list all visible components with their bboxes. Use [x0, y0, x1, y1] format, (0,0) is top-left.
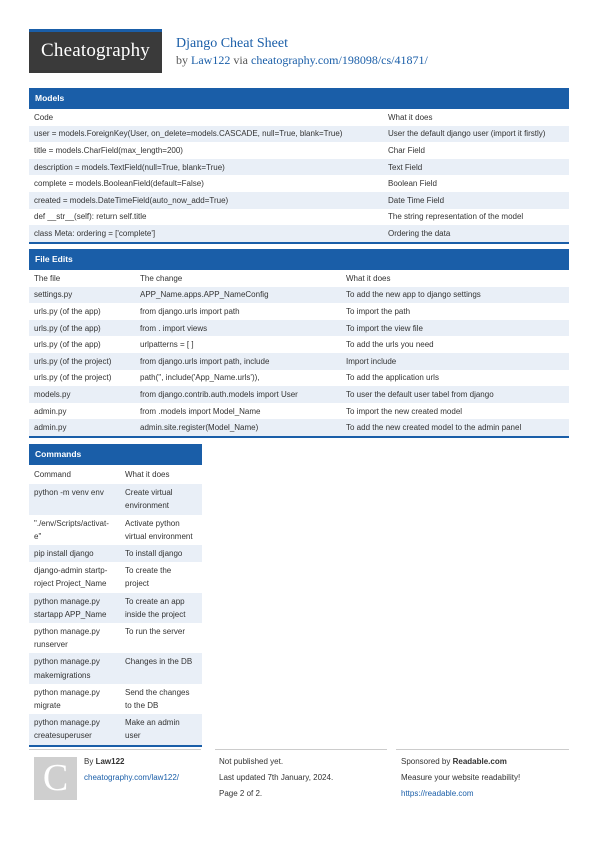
table-cell: Char Field	[388, 145, 425, 155]
table-row	[29, 386, 569, 403]
table-cell: models.py	[29, 386, 135, 403]
table-cell: python manage.py runserver	[34, 627, 100, 650]
column-header: What it does	[388, 112, 433, 122]
table-row	[29, 336, 569, 353]
commands-section-title: Commands	[29, 444, 202, 465]
table-cell: from django.contrib.auth.models import User	[135, 386, 341, 403]
table-row	[29, 403, 569, 420]
footer-divider	[215, 749, 387, 750]
column-header: The file	[34, 273, 61, 283]
table-cell: path('', include('App_Name.urls')),	[140, 373, 260, 383]
cheatsheet-url-link[interactable]: cheatography.com/198098/cs/41871/	[251, 53, 428, 67]
column-header: Command	[34, 470, 71, 479]
table-row	[29, 515, 202, 545]
sponsor-link[interactable]: https://readable.com	[401, 789, 474, 798]
table-row	[29, 159, 569, 176]
table-cell: To add the new app to django settings	[341, 287, 569, 304]
models-table	[29, 109, 569, 242]
file-edits-section-title: File Edits	[29, 249, 569, 270]
table-cell: To import the view file	[341, 320, 569, 337]
table-cell: Text Field	[383, 159, 569, 176]
table-row	[29, 419, 569, 436]
sponsor-tagline: Measure your website readability!	[401, 773, 521, 782]
table-cell: python manage.py migrate	[34, 687, 100, 711]
models-section	[29, 88, 569, 244]
table-cell: To add the urls you need	[346, 340, 434, 350]
table-cell: Changes in the DB	[120, 653, 202, 683]
table-cell: Create virtual environment	[120, 484, 202, 514]
commands-table	[29, 465, 202, 745]
table-row	[29, 562, 202, 592]
table-cell: "./env/Scripts/activat-e"	[34, 518, 109, 541]
by-label: by	[176, 53, 188, 67]
table-cell: complete = models.BooleanField(default=False)	[34, 179, 204, 189]
table-row	[29, 303, 569, 320]
section-divider	[29, 242, 569, 244]
table-cell: To install django	[120, 545, 202, 562]
table-cell: Date Time Field	[383, 192, 569, 209]
page-title[interactable]: Django Cheat Sheet	[176, 36, 288, 51]
table-row	[29, 623, 202, 653]
file-edits-header-row	[29, 270, 569, 287]
published-status: Not published yet.	[219, 757, 284, 766]
table-cell: admin.py	[29, 419, 135, 436]
table-cell: python manage.py startapp APP_Name	[29, 593, 120, 623]
table-cell: python manage.py createsuperuser	[29, 714, 120, 744]
models-header-row	[29, 109, 569, 126]
column-header: The change	[140, 273, 183, 283]
footer-sponsor-col	[401, 754, 520, 802]
table-cell: The string representation of the model	[388, 212, 524, 222]
models-section-title: Models	[29, 88, 569, 109]
table-row	[29, 714, 202, 744]
column-header: What it does	[346, 273, 391, 283]
table-cell: Make an admin user	[120, 714, 202, 744]
table-cell: To create the project	[125, 566, 172, 589]
table-cell: description = models.TextField(null=True, blank=True)	[29, 159, 383, 176]
table-row	[29, 370, 569, 387]
author-link[interactable]: Law122	[191, 53, 231, 67]
table-cell: To add the application urls	[346, 373, 439, 383]
table-cell: Send the changes to the DB	[125, 687, 190, 711]
file-edits-section	[29, 249, 569, 438]
author-avatar: C	[34, 757, 77, 800]
table-row	[29, 653, 202, 683]
table-cell: User the default django user (import it firstly)	[383, 126, 569, 143]
footer-divider	[396, 749, 569, 750]
table-row	[29, 320, 569, 337]
table-row	[29, 593, 202, 623]
cheatography-logo[interactable]: Cheatography	[29, 29, 162, 73]
table-cell: def __str__(self): return self.title	[34, 212, 147, 222]
table-cell: from django.urls import path, include	[135, 353, 341, 370]
table-cell: To run the server	[125, 627, 186, 637]
table-cell: created = models.DateTimeField(auto_now_add=True)	[29, 192, 383, 209]
commands-header-row	[29, 465, 202, 484]
section-divider	[29, 745, 202, 747]
table-cell: urls.py (of the app)	[34, 340, 101, 350]
last-updated: Last updated 7th January, 2024.	[219, 773, 334, 782]
table-cell: urlpatterns = [ ]	[140, 340, 194, 350]
table-cell: To import the new created model	[346, 406, 463, 416]
table-cell: pip install django	[29, 545, 120, 562]
via-label: via	[233, 53, 248, 67]
table-row	[29, 209, 569, 226]
section-divider	[29, 436, 569, 438]
table-cell: admin.py	[34, 406, 67, 416]
file-edits-table	[29, 270, 569, 436]
table-row	[29, 175, 569, 192]
footer-author-name[interactable]: Law122	[95, 757, 125, 766]
table-cell: Activate python virtual environment	[125, 518, 193, 541]
byline	[176, 53, 428, 68]
table-cell: Boolean Field	[388, 179, 437, 189]
sponsor-name[interactable]: Readable.com	[452, 757, 507, 766]
table-row	[29, 126, 569, 143]
table-row	[29, 225, 569, 242]
table-cell: from . import views	[135, 320, 341, 337]
table-row	[29, 545, 202, 562]
table-cell: django-admin startp-roject Project_Name	[34, 566, 108, 589]
table-cell: class Meta: ordering = ['complete']	[29, 225, 383, 242]
table-row	[29, 484, 202, 514]
table-cell: To create an app inside the project	[120, 593, 202, 623]
column-header: What it does	[125, 470, 170, 479]
table-cell: user = models.ForeignKey(User, on_delete=models.CASCADE, null=True, blank=True)	[29, 126, 383, 143]
table-cell: admin.site.register(Model_Name)	[135, 419, 341, 436]
table-row	[29, 142, 569, 159]
table-cell: urls.py (of the app)	[29, 320, 135, 337]
table-cell: Ordering the data	[383, 225, 569, 242]
table-cell: To user the default user tabel from django	[341, 386, 569, 403]
table-cell: Import include	[341, 353, 569, 370]
table-cell: from .models import Model_Name	[140, 406, 261, 416]
table-cell: from django.urls import path	[140, 306, 240, 316]
footer-info-col	[219, 754, 333, 802]
table-cell: title = models.CharField(max_length=200)	[34, 145, 183, 155]
table-cell: urls.py (of the app)	[34, 306, 101, 316]
table-cell: python -m venv env	[29, 484, 120, 514]
commands-section	[29, 444, 202, 747]
table-cell: To add the new created model to the admin panel	[341, 419, 569, 436]
table-cell: python manage.py makemigrations	[29, 653, 120, 683]
table-cell: urls.py (of the project)	[34, 373, 112, 383]
page-number: Page 2 of 2.	[219, 789, 263, 798]
table-row	[29, 353, 569, 370]
sponsor-label: Sponsored by	[401, 757, 451, 766]
table-cell: APP_Name.apps.APP_NameConfig	[135, 287, 341, 304]
table-row	[29, 684, 202, 714]
footer-divider	[29, 749, 201, 750]
footer-author-col	[84, 754, 179, 786]
table-cell: To import the path	[346, 306, 411, 316]
footer-author-link[interactable]: cheatography.com/law122/	[84, 773, 180, 782]
table-cell: urls.py (of the project)	[29, 353, 135, 370]
table-row	[29, 192, 569, 209]
table-cell: settings.py	[29, 287, 135, 304]
footer-by-label: By	[84, 757, 94, 766]
table-row	[29, 287, 569, 304]
column-header: Code	[34, 112, 54, 122]
